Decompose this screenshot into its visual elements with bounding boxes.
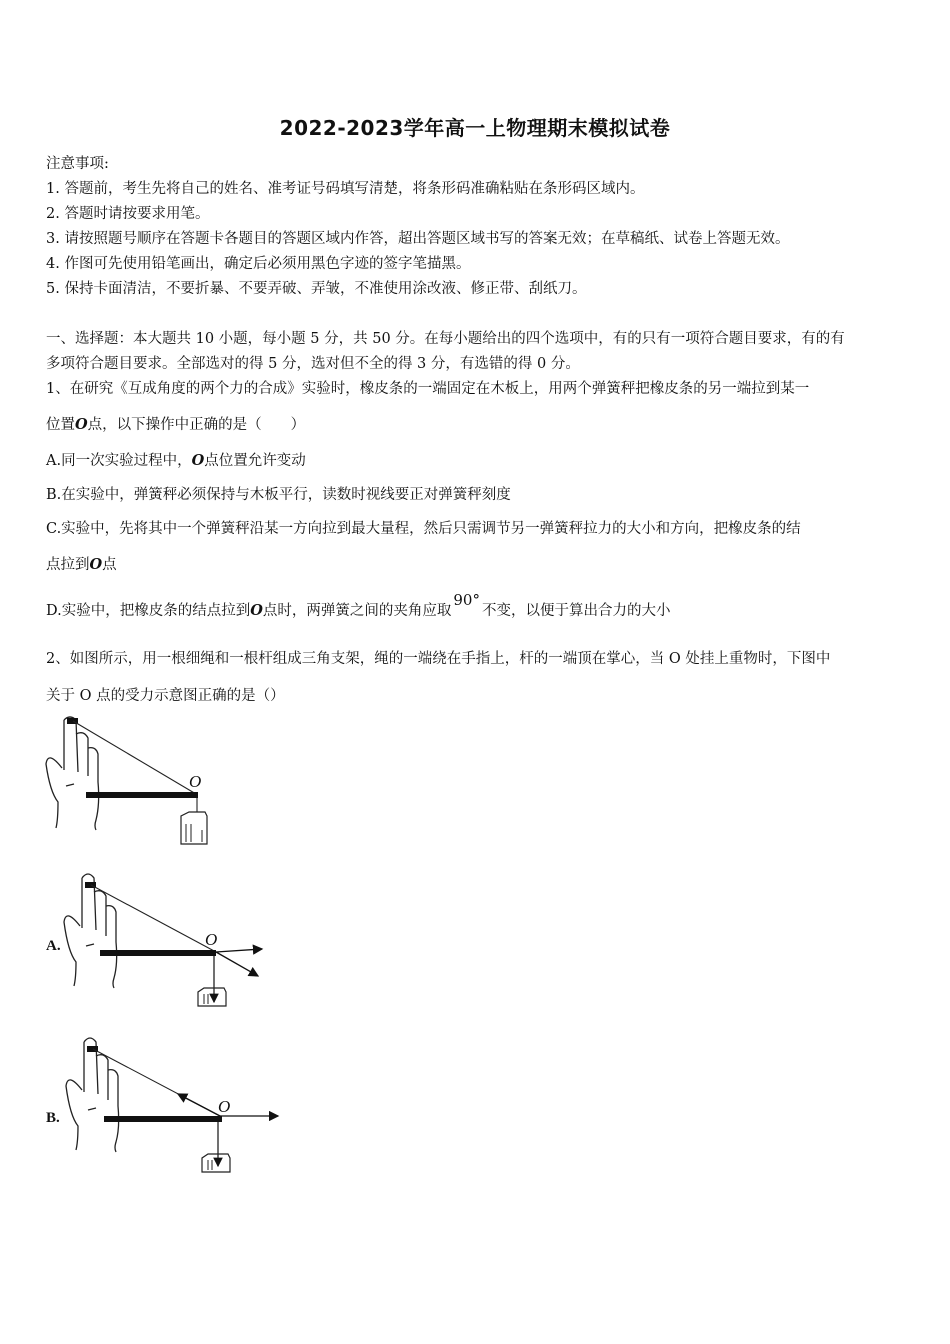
point-o-symbol: O [250, 602, 263, 619]
q1-option-a-prefix: A.同一次实验过程中， [46, 453, 192, 469]
q1-option-c-suffix: 点 [102, 557, 117, 573]
angle-value: 90° [453, 591, 480, 609]
q1-stem-line-2 [46, 413, 305, 434]
q1-option-d-middle: 点时，两弹簧之间的夹角应取 [262, 603, 452, 619]
notice-item-3: 3. 请按照题号顺序在答题卡各题目的答题区域内作答，超出答题区域书写的答案无效；在草稿纸、试卷上答题无效。 [46, 231, 790, 247]
point-o-symbol: O [75, 416, 88, 433]
q2-option-b-label: B. [46, 1110, 60, 1126]
q1-option-c-prefix: 点拉到 [46, 557, 90, 573]
notice-item-1: 1. 答题前，考生先将自己的姓名、准考证号码填写清楚，将条形码准确粘贴在条形码区域内。 [46, 181, 645, 197]
notice-item-4: 4. 作图可先使用铅笔画出，确定后必须用黑色字迹的签字笔描黑。 [46, 256, 471, 272]
point-o-label: O [205, 930, 218, 949]
option-a-force-diagram [58, 866, 268, 1016]
notice-heading: 注意事项: [46, 156, 109, 172]
q1-option-b: B.在实验中，弹簧秤必须保持与木板平行，读数时视线要正对弹簧秤刻度 [46, 487, 511, 503]
notice-item-2: 2. 答题时请按要求用笔。 [46, 206, 210, 222]
point-o-label: O [218, 1097, 231, 1116]
page-title: 2022-2023学年高一上物理期末模拟试卷 [279, 116, 671, 140]
section-intro-line-1: 一、选择题：本大题共 10 小题，每小题 5 分，共 50 分。在每小题给出的四个选项中，有的只有一项符合题目要求，有的有 [46, 331, 845, 347]
q2-stem-line-2: 关于 O 点的受力示意图正确的是（） [46, 688, 285, 704]
option-b-force-diagram [60, 1030, 285, 1180]
q1-option-a-suffix: 点位置允许变动 [204, 453, 306, 469]
section-intro-line-2: 多项符合题目要求。全部选对的得 5 分，选对但不全的得 3 分，有选错的得 0 分。 [46, 356, 580, 372]
q1-option-d-suffix: 不变，以便于算出合力的大小 [481, 603, 671, 619]
q1-stem-line-1: 1、在研究《互成角度的两个力的合成》实验时，橡皮条的一端固定在木板上，用两个弹簧秤把橡皮条的另一端拉到某一 [46, 381, 810, 397]
q2-stem-line-1: 2、如图所示，用一根细绳和一根杆组成三角支架，绳的一端绕在手指上，杆的一端顶在掌心，当 O 处挂上重物时，下图中 [46, 651, 831, 667]
point-o-label: O [189, 772, 202, 791]
notice-item-5: 5. 保持卡面清洁，不要折暴、不要弄破、弄皱，不准使用涂改液、修正带、刮纸刀。 [46, 281, 587, 297]
q2-option-a-label: A. [46, 938, 61, 954]
q1-option-d [46, 591, 671, 620]
q1-stem-prefix: 位置 [46, 417, 75, 433]
point-o-symbol: O [191, 452, 205, 469]
q1-stem-suffix: 点，以下操作中正确的是（ ） [87, 417, 306, 433]
q1-option-c-line-2 [46, 553, 117, 574]
q1-option-c-line-1: C.实验中，先将其中一个弹簧秤沿某一方向拉到最大量程，然后只需调节另一弹簧秤拉力的大小和方向，把橡皮条的结 [46, 521, 801, 537]
q1-option-a [46, 449, 306, 470]
q1-option-d-prefix: D.实验中，把橡皮条的结点拉到 [46, 603, 251, 619]
hand-bracket-figure [40, 712, 230, 852]
point-o-symbol: O [89, 556, 103, 573]
